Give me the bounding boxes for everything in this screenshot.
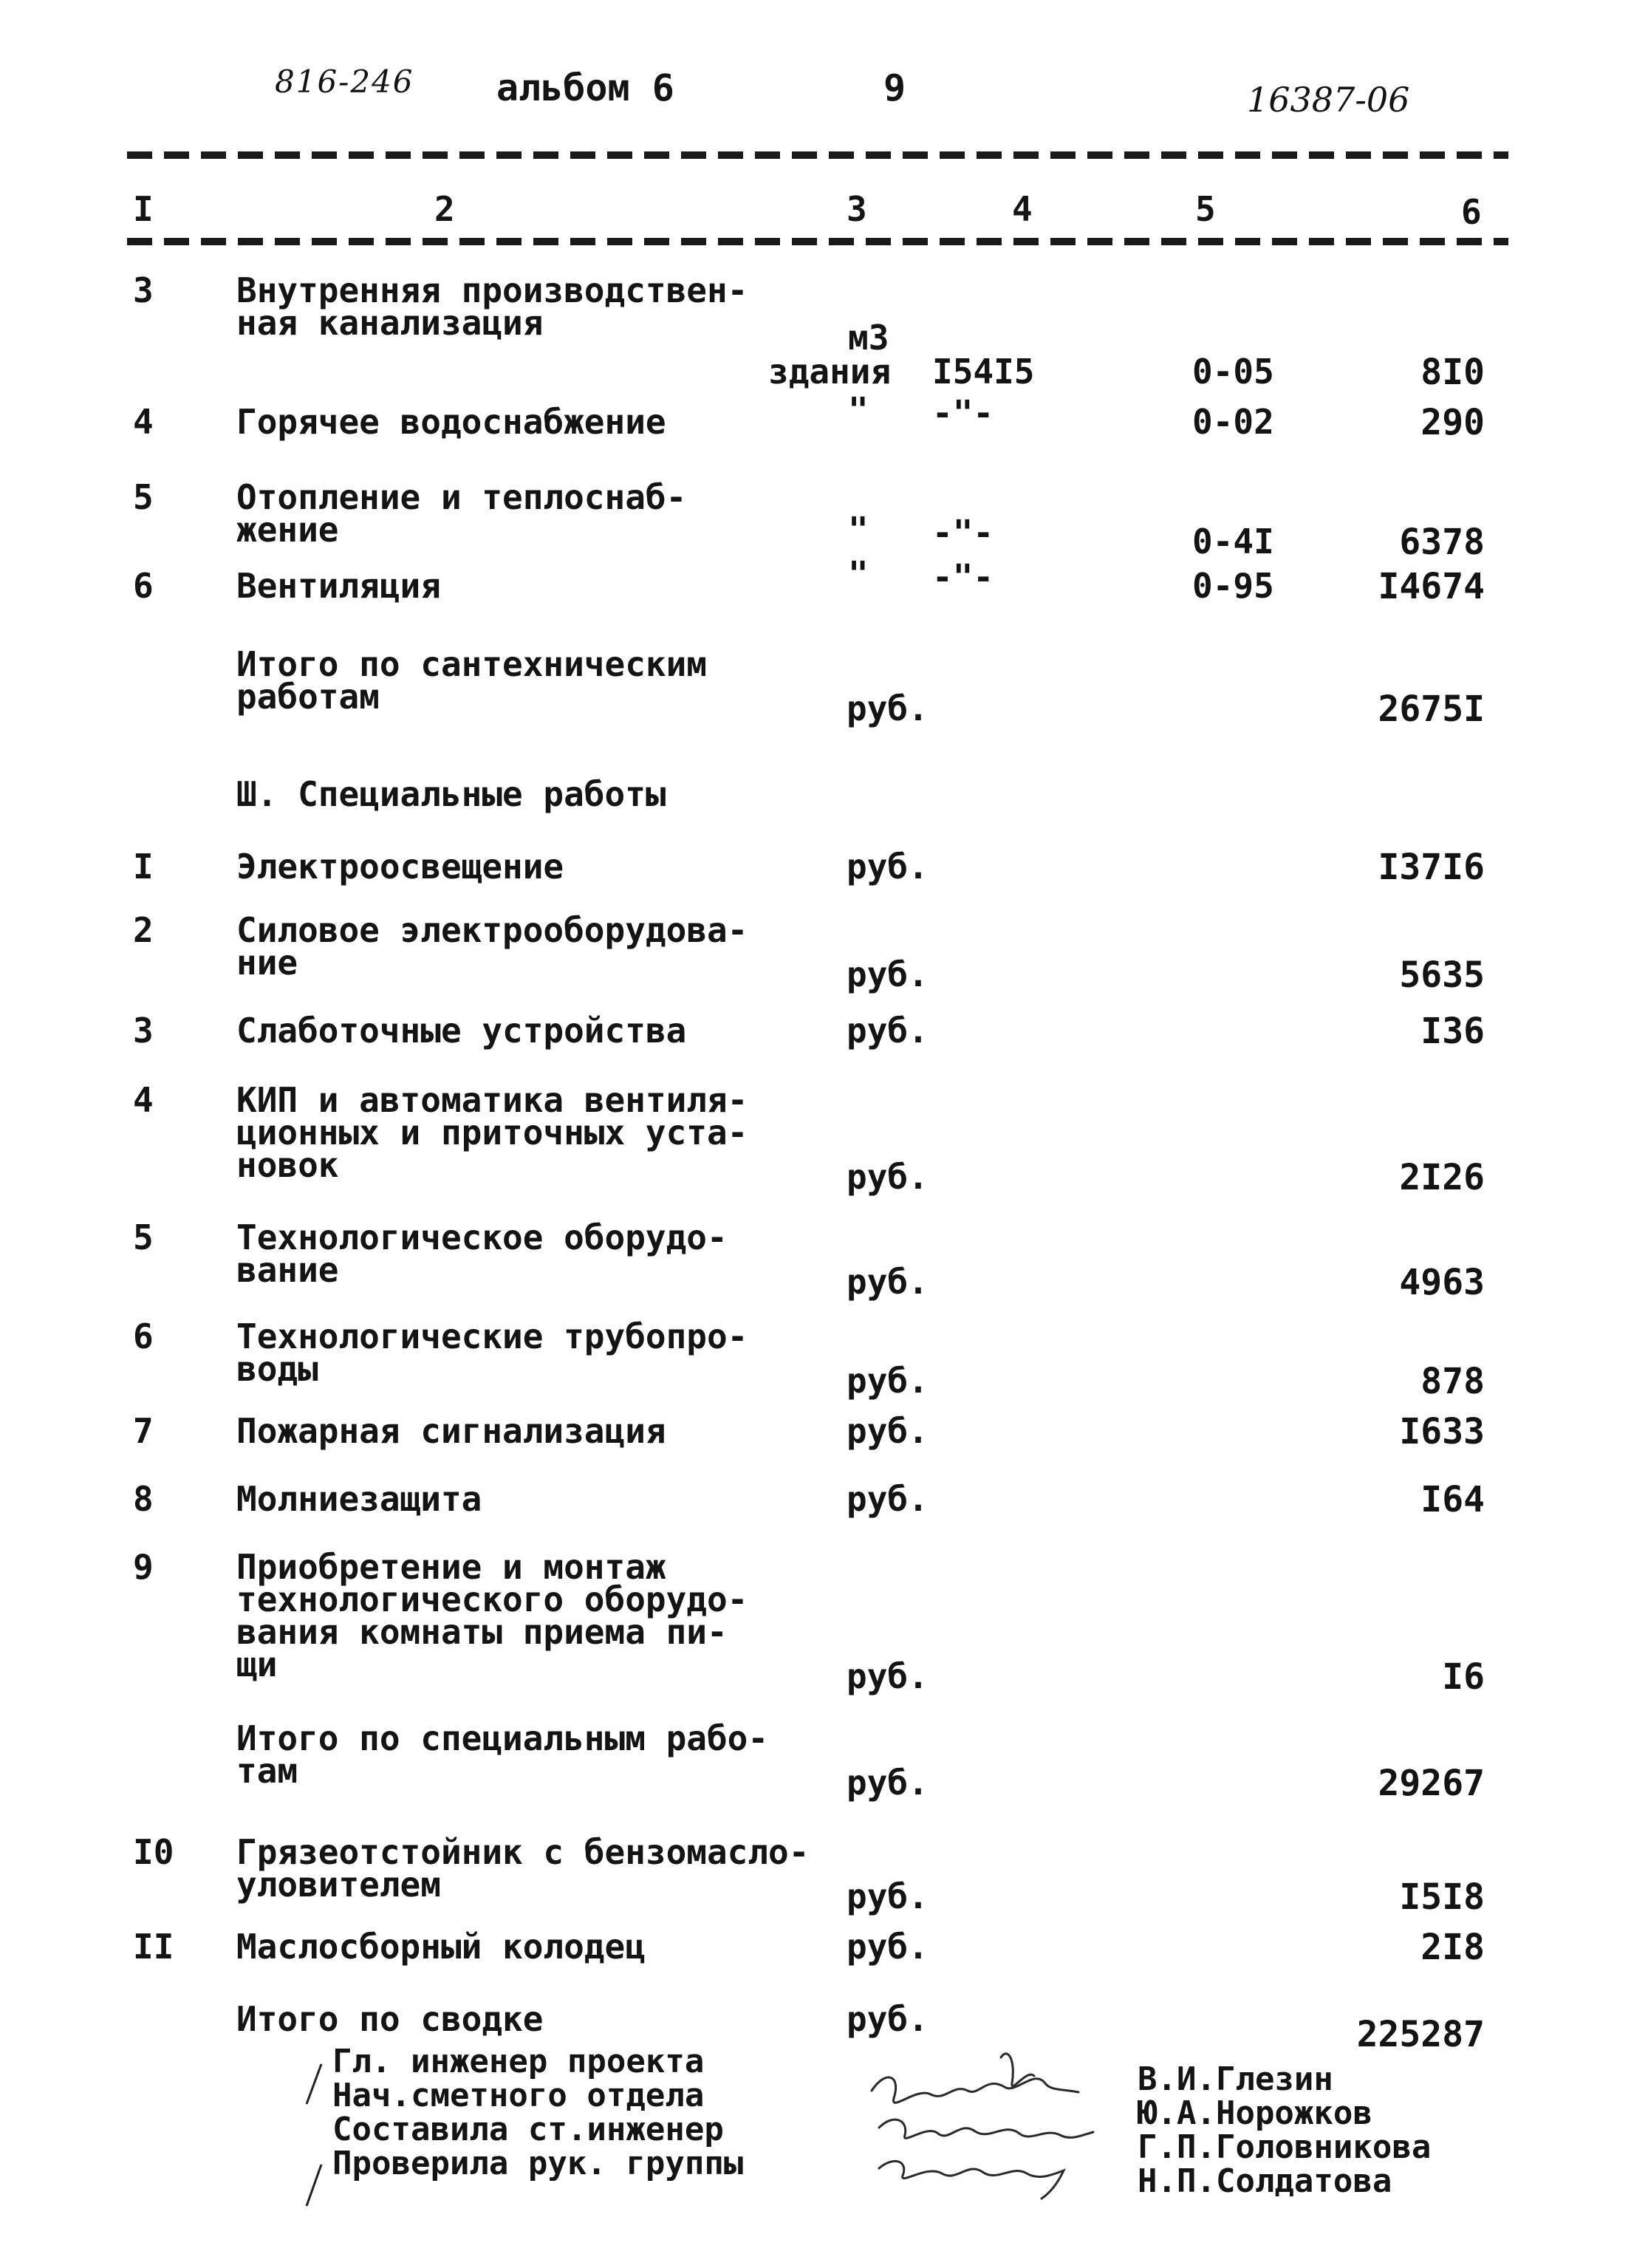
row-description: Электроосвещение: [236, 847, 564, 887]
role-compiled-by: Составила ст.инженер: [332, 2111, 724, 2148]
col-head-6: 6: [1461, 192, 1482, 232]
total: 2I8: [1420, 1927, 1485, 1968]
col-head-3: 3: [847, 189, 867, 229]
unit: руб.: [847, 689, 929, 728]
role-slash-marks: [299, 2061, 329, 2209]
total: 878: [1420, 1361, 1485, 1402]
total: I36: [1420, 1011, 1485, 1052]
row-number: 6: [133, 1316, 154, 1356]
signature-names: [1138, 2060, 1432, 2200]
row-number: 6: [133, 566, 154, 606]
unit: руб.: [847, 1927, 929, 1967]
page-number: 9: [883, 66, 906, 109]
unit: руб.: [847, 1361, 929, 1401]
row-description: новок: [236, 1145, 339, 1185]
total: 4963: [1399, 1262, 1485, 1303]
total: 6378: [1399, 522, 1485, 563]
row-description: Итого по специальным рабо-: [236, 1718, 769, 1758]
album-label: альбом 6: [496, 66, 674, 109]
row-number: 9: [133, 1547, 154, 1587]
role-chief-engineer: Гл. инженер проекта: [332, 2043, 705, 2080]
document-number: 16387-06: [1247, 80, 1410, 120]
col-head-4: 4: [1012, 189, 1033, 229]
unit: руб.: [847, 847, 929, 887]
rate: 0-05: [1192, 352, 1274, 392]
quantity: -"-: [932, 513, 994, 553]
row-number: 7: [133, 1411, 154, 1451]
rule-under-header: [127, 238, 1508, 245]
row-number: 2: [133, 910, 154, 950]
total: I633: [1399, 1411, 1485, 1452]
total: 2I26: [1399, 1157, 1485, 1198]
role-checked-by: Проверила рук. группы: [332, 2145, 744, 2182]
row-number: 8: [133, 1479, 154, 1519]
quantity: -"-: [932, 393, 994, 433]
row-number: 4: [133, 1080, 154, 1120]
row-description: жение: [236, 510, 339, 550]
row-description: Молниезащита: [236, 1479, 482, 1519]
row-description: уловителем: [236, 1865, 441, 1905]
unit: ": [848, 390, 869, 430]
total: I4674: [1378, 566, 1485, 607]
rate: 0-02: [1192, 402, 1274, 442]
row-number: 5: [133, 477, 154, 517]
quantity: I54I5: [932, 352, 1035, 392]
total: 290: [1420, 402, 1485, 443]
unit: руб.: [847, 954, 929, 994]
row-number: I: [133, 847, 154, 887]
row-description: технологического оборудо-: [236, 1579, 748, 1619]
row-description: Итого по сводке: [236, 1999, 544, 2039]
total: I64: [1420, 1479, 1485, 1520]
row-description: Грязеотстойник с бензомасло-: [236, 1832, 810, 1872]
total: I6: [1442, 1656, 1485, 1698]
row-description: вания комнаты приема пи-: [236, 1612, 728, 1652]
handwritten-signatures: [857, 2024, 1123, 2202]
row-description: Итого по сантехническим: [236, 644, 707, 684]
row-number: I0: [133, 1832, 174, 1872]
row-description: Маслосборный колодец: [236, 1927, 646, 1967]
unit: руб.: [847, 1411, 929, 1451]
unit: руб.: [847, 1262, 929, 1302]
unit: руб.: [847, 1763, 929, 1803]
name-compiled-by: Г.П.Головникова: [1138, 2128, 1432, 2166]
row-description: ная канализация: [236, 303, 544, 343]
row-description: ние: [236, 943, 298, 983]
row-description: Горячее водоснабжение: [236, 402, 666, 442]
row-description: вание: [236, 1250, 339, 1290]
row-number: 5: [133, 1217, 154, 1257]
row-description: воды: [236, 1349, 318, 1389]
rule-top: [127, 151, 1508, 159]
total: 5635: [1399, 954, 1485, 996]
role-head-estimate: Нач.сметного отдела: [332, 2077, 705, 2114]
name-chief-engineer: В.И.Глезин: [1138, 2060, 1333, 2098]
row-description: Вентиляция: [236, 566, 441, 606]
row-description: щи: [236, 1644, 278, 1684]
col-head-1: I: [133, 189, 154, 229]
total: 2675I: [1378, 689, 1485, 730]
row-description: Отопление и теплоснаб-: [236, 477, 687, 517]
row-number: 4: [133, 402, 154, 442]
row-description: Пожарная сигнализация: [236, 1411, 666, 1451]
row-description: Слаботочные устройства: [236, 1011, 687, 1051]
name-head-estimate: Ю.А.Норожков: [1138, 2094, 1372, 2132]
row-description: ционных и приточных уста-: [236, 1113, 748, 1152]
unit: руб.: [847, 1656, 929, 1696]
row-number: II: [133, 1927, 174, 1967]
total: I5I8: [1399, 1876, 1485, 1918]
unit: руб.: [847, 1157, 929, 1197]
row-description: Приобретение и монтаж: [236, 1547, 666, 1587]
row-description: Силовое электрооборудова-: [236, 910, 748, 950]
unit: здания: [768, 352, 892, 392]
rate: 0-4I: [1192, 522, 1274, 561]
row-description: работам: [236, 677, 380, 717]
row-number: 3: [133, 270, 154, 310]
total: 29267: [1378, 1763, 1485, 1804]
row-description: Технологические трубопро-: [236, 1316, 748, 1356]
row-number: 3: [133, 1011, 154, 1051]
signature-roles: [304, 2043, 744, 2182]
col-head-2: 2: [434, 189, 455, 229]
unit: руб.: [847, 1479, 929, 1519]
col-head-5: 5: [1195, 189, 1216, 229]
unit: ": [848, 554, 869, 594]
quantity: -"-: [932, 557, 994, 597]
row-description: Технологическое оборудо-: [236, 1217, 728, 1257]
unit: руб.: [847, 1999, 929, 2039]
total: 225287: [1356, 2014, 1485, 2055]
row-description: Ш. Специальные работы: [236, 774, 666, 814]
unit: м3: [848, 318, 889, 358]
row-description: Внутренняя производствен-: [236, 270, 748, 310]
total: I37I6: [1378, 847, 1485, 888]
total: 8I0: [1420, 352, 1485, 393]
handwritten-code: 816-246: [275, 64, 414, 100]
unit: ": [848, 510, 869, 550]
unit: руб.: [847, 1011, 929, 1051]
unit: руб.: [847, 1876, 929, 1916]
row-description: КИП и автоматика вентиля-: [236, 1080, 748, 1120]
row-description: там: [236, 1751, 298, 1791]
name-checked-by: Н.П.Солдатова: [1138, 2162, 1392, 2200]
rate: 0-95: [1192, 566, 1274, 606]
